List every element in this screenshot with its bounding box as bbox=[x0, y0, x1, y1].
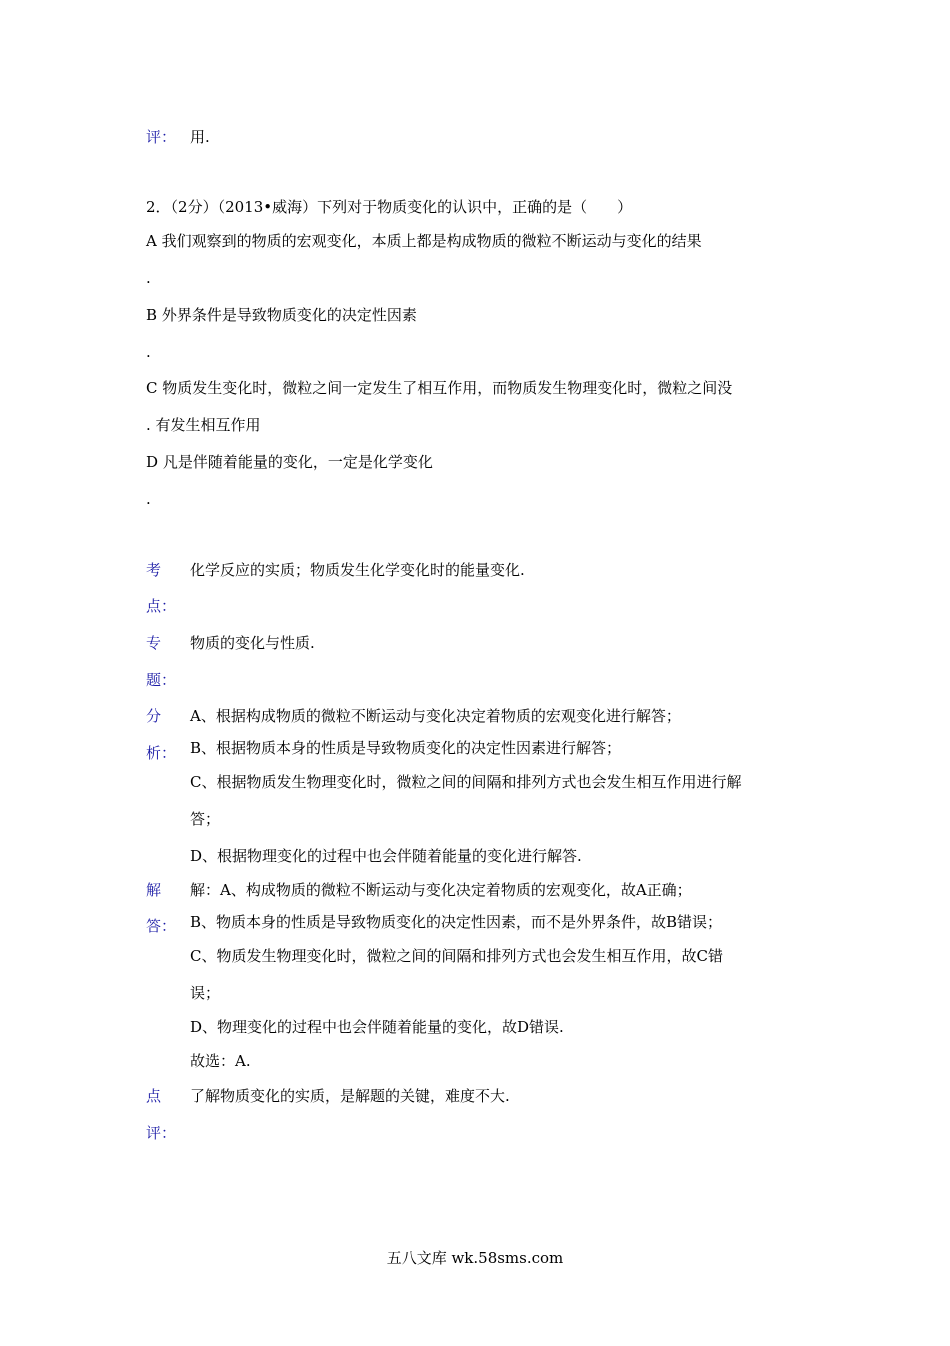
jieda-line: 误； bbox=[190, 984, 221, 1002]
option-b bbox=[146, 305, 417, 325]
dianping-text: 了解物质变化的实质，是解题的关键，难度不大. bbox=[190, 1087, 510, 1105]
option-a-letter: A bbox=[146, 232, 157, 250]
dianping-label-1: 点 bbox=[146, 1087, 162, 1105]
zhuanti-text: 物质的变化与性质. bbox=[190, 634, 315, 652]
option-c-text: 物质发生变化时，微粒之间一定发生了相互作用，而物质发生物理变化时，微粒之间没 bbox=[162, 379, 733, 397]
kaodian-label-2: 点： bbox=[146, 597, 177, 615]
kaodian-label-1: 考 bbox=[146, 561, 162, 579]
option-b-text: 外界条件是导致物质变化的决定性因素 bbox=[161, 306, 417, 324]
jieda-line: 解：A、构成物质的微粒不断运动与变化决定着物质的宏观变化，故A正确； bbox=[190, 881, 692, 899]
fenxi-label-1: 分 bbox=[146, 707, 162, 725]
top-label: 评： bbox=[146, 128, 177, 146]
kaodian-text: 化学反应的实质；物质发生化学变化时的能量变化. bbox=[190, 561, 525, 579]
jieda-label-2: 答： bbox=[146, 917, 177, 935]
option-d-text: 凡是伴随着能量的变化，一定是化学变化 bbox=[162, 453, 433, 471]
jieda-line: B、物质本身的性质是导致物质变化的决定性因素，而不是外界条件，故B错误； bbox=[190, 913, 723, 931]
jieda-line: C、物质发生物理变化时，微粒之间的间隔和排列方式也会发生相互作用，故C错 bbox=[190, 947, 723, 965]
fenxi-line: C、根据物质发生物理变化时，微粒之间的间隔和排列方式也会发生相互作用进行解 bbox=[190, 773, 742, 791]
option-c-cont: . 有发生相互作用 bbox=[146, 416, 261, 434]
fenxi-label-2: 析： bbox=[146, 744, 177, 762]
page-footer: 五八文库 wk.58sms.com bbox=[386, 1249, 564, 1267]
option-a-text: 我们观察到的物质的宏观变化，本质上都是构成物质的微粒不断运动与变化的结果 bbox=[161, 232, 702, 250]
fenxi-line: B、根据物质本身的性质是导致物质变化的决定性因素进行解答； bbox=[190, 739, 622, 757]
option-d-letter: D bbox=[146, 453, 159, 471]
question-title: 2．（2分）（2013•威海）下列对于物质变化的认识中，正确的是（ ） bbox=[146, 198, 633, 216]
jieda-line: D、物理变化的过程中也会伴随着能量的变化，故D错误. bbox=[190, 1018, 564, 1036]
zhuanti-label-2: 题： bbox=[146, 671, 177, 689]
top-text: 用. bbox=[190, 128, 210, 146]
zhuanti-label-1: 专 bbox=[146, 634, 162, 652]
fenxi-line: A、根据构成物质的微粒不断运动与变化决定着物质的宏观变化进行解答； bbox=[190, 707, 681, 725]
fenxi-line: D、根据物理变化的过程中也会伴随着能量的变化进行解答. bbox=[190, 847, 582, 865]
option-d-dot: . bbox=[146, 490, 151, 508]
jieda-label-1: 解 bbox=[146, 881, 162, 899]
option-c-letter: C bbox=[146, 379, 158, 397]
fenxi-line: 答； bbox=[190, 810, 221, 828]
option-b-dot: . bbox=[146, 343, 151, 361]
dianping-label-2: 评： bbox=[146, 1124, 177, 1142]
option-d bbox=[146, 452, 433, 472]
option-c bbox=[146, 378, 732, 398]
option-b-letter: B bbox=[146, 306, 158, 324]
option-a bbox=[146, 231, 702, 251]
jieda-line: 故选：A. bbox=[190, 1052, 251, 1070]
option-a-dot: . bbox=[146, 269, 151, 287]
